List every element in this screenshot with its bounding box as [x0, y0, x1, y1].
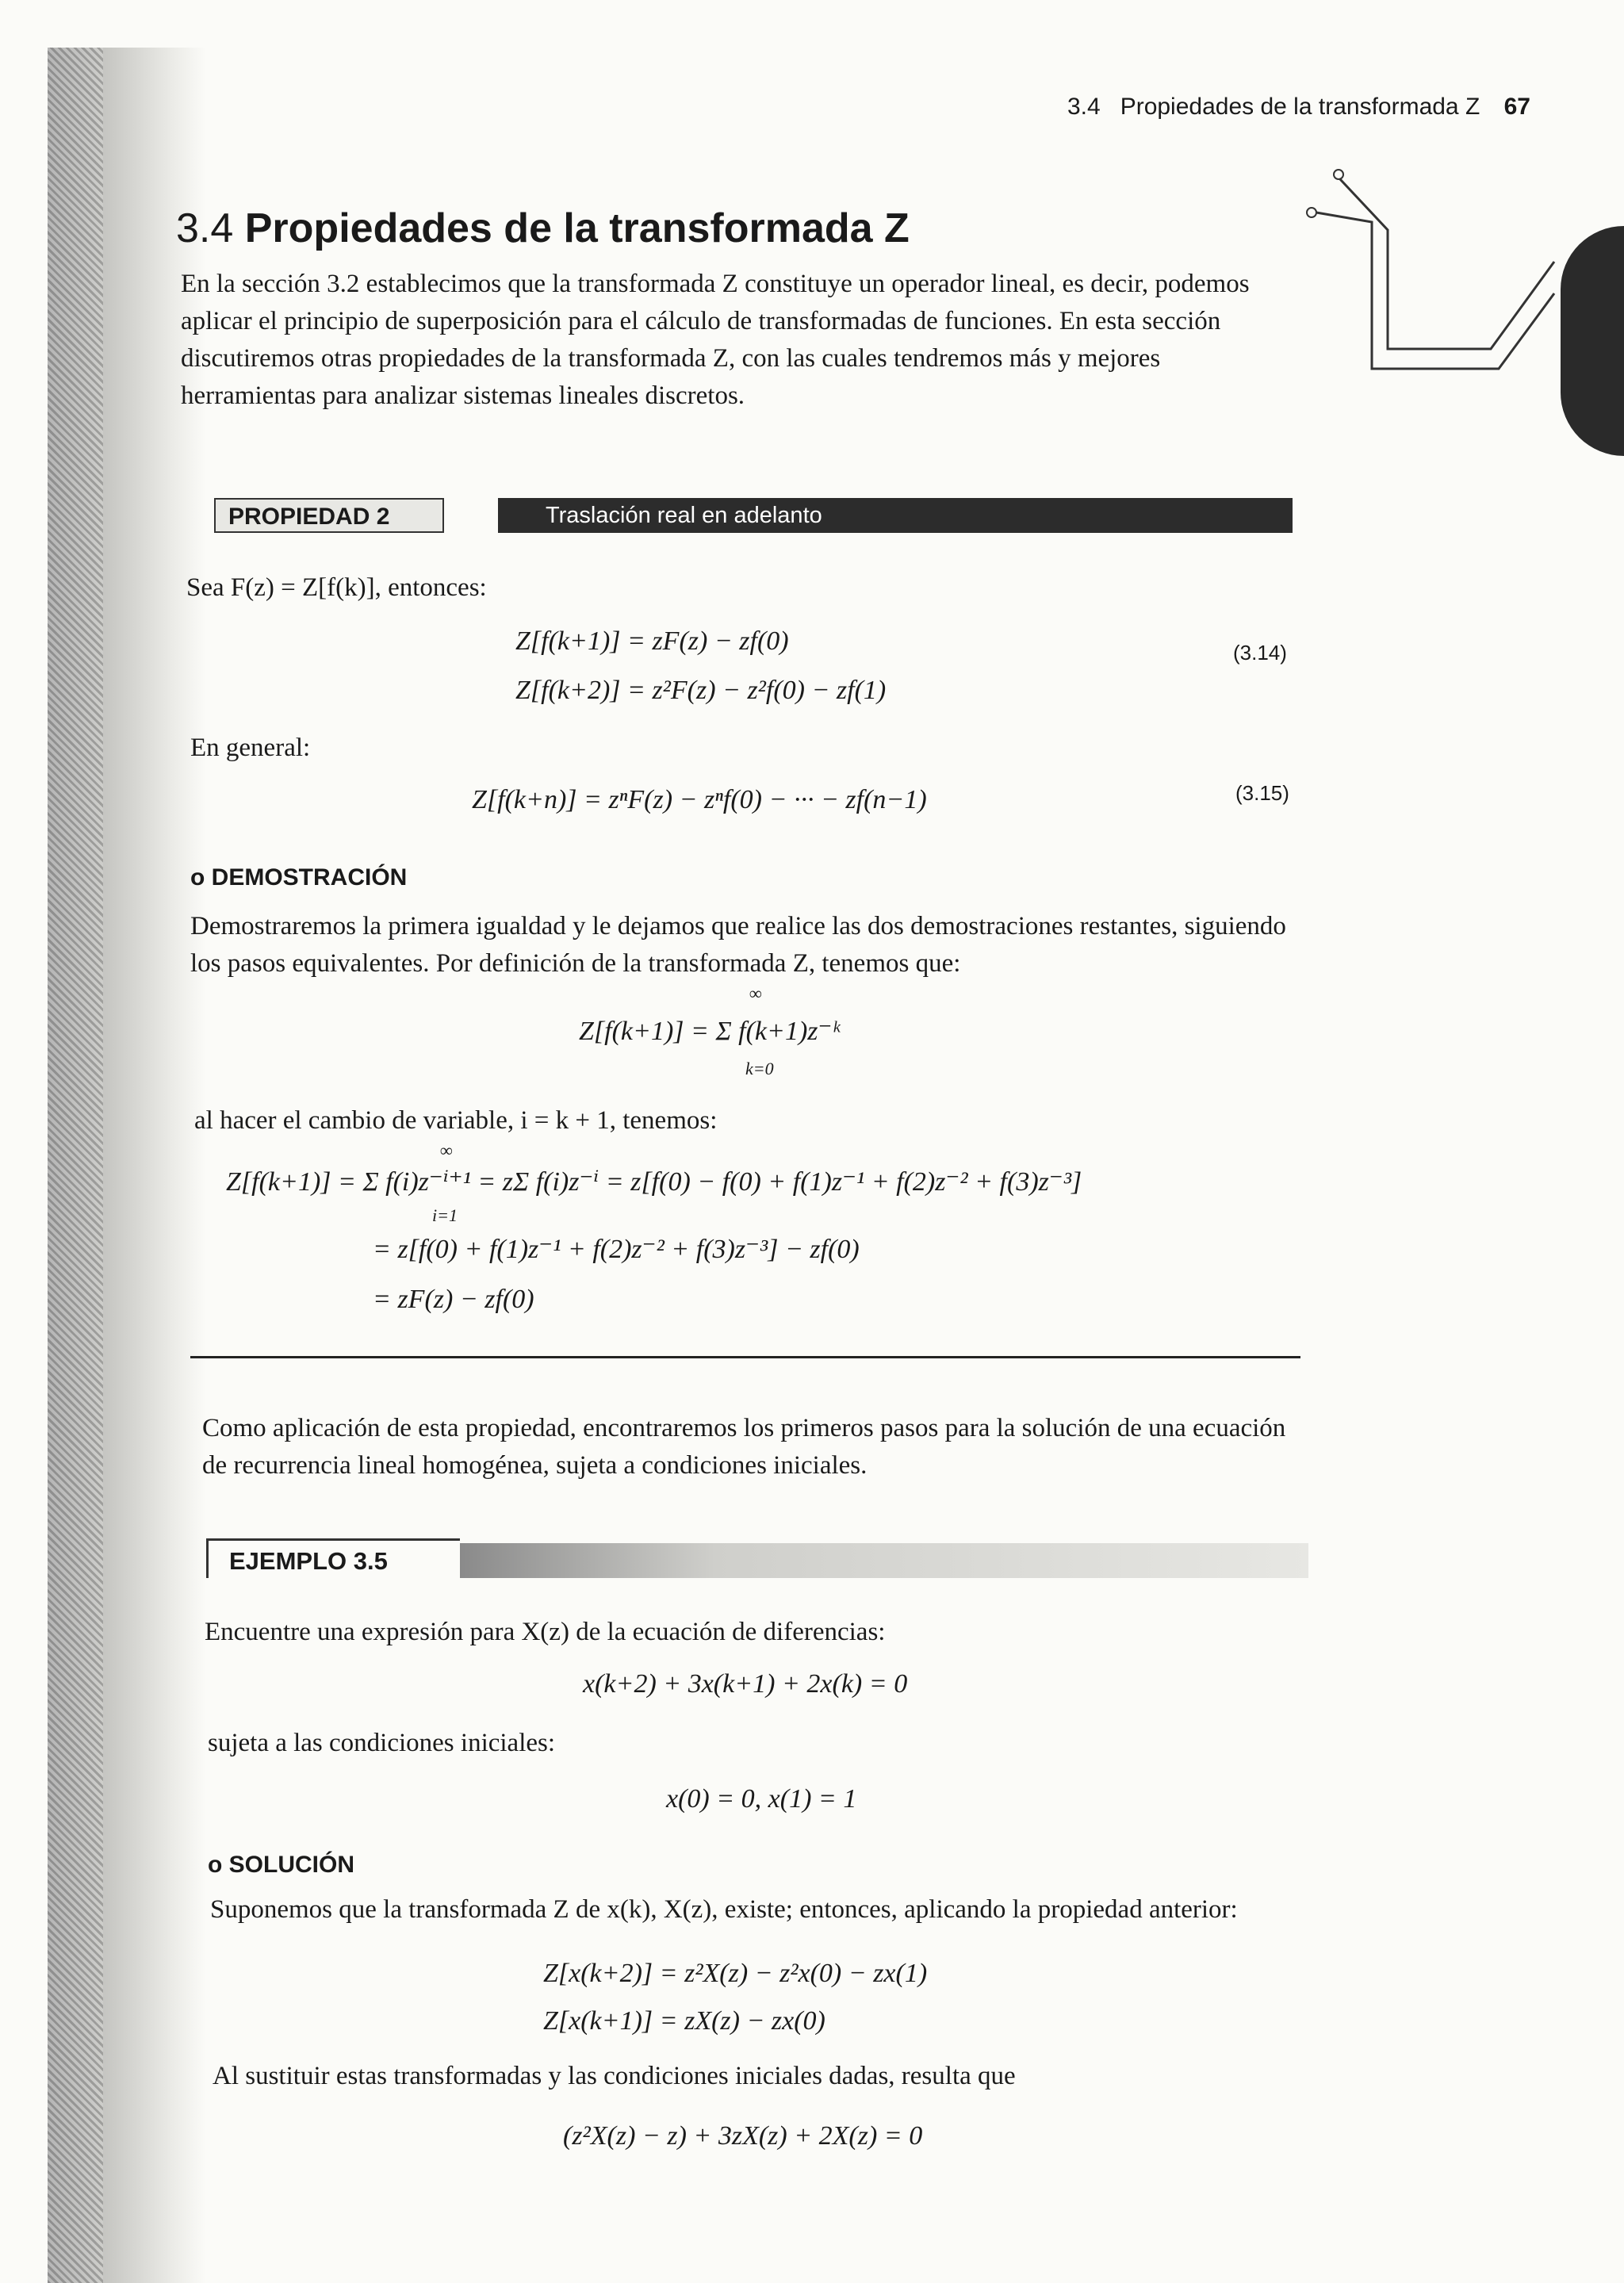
equation-3-15: Z[f(k+n)] = zⁿF(z) − zⁿf(0) − ··· − zf(n−1) [472, 785, 927, 814]
chapter-tab [1561, 226, 1624, 456]
proof-end-rule [190, 1356, 1300, 1358]
example-initial-conditions: x(0) = 0, x(1) = 1 [666, 1784, 857, 1814]
proof-line-3: = zF(z) − zf(0) [373, 1285, 534, 1314]
page-number: 67 [1503, 94, 1530, 120]
substitution-paragraph: Al sustituir estas transformadas y las condiciones iniciales dadas, resulta que [213, 2062, 1016, 2090]
solution-paragraph: Suponemos que la transformada Z de x(k), X(z), existe; entonces, aplicando la propiedad anterior: [210, 1895, 1238, 1924]
section-title-text: Propiedades de la transformada Z [244, 205, 910, 251]
proof-heading: o DEMOSTRACIÓN [190, 864, 408, 891]
equation-3-14a: Z[f(k+1)] = zF(z) − zf(0) [515, 626, 789, 656]
solution-equation-2: Z[x(k+1)] = zX(z) − zx(0) [543, 2006, 825, 2036]
proof-heading-text: DEMOSTRACIÓN [211, 864, 408, 891]
proof-change-of-variable: al hacer el cambio de variable, i = k + 1, tenemos: [194, 1106, 718, 1135]
circuit-decoration [1300, 159, 1562, 420]
running-head-section: 3.4 [1067, 94, 1101, 120]
example-conditions-text: sujeta a las condiciones iniciales: [208, 1729, 556, 1757]
proof-l1-limit-bottom: i=1 [432, 1205, 458, 1225]
solution-equation-1: Z[x(k+2)] = z²X(z) − z²x(0) − zx(1) [543, 1959, 928, 1988]
proof-def-limit-bottom: k=0 [745, 1059, 774, 1078]
property-general: En general: [190, 734, 311, 762]
property-sea: Sea F(z) = Z[f(k)], entonces: [186, 573, 487, 602]
equation-3-14b: Z[f(k+2)] = z²F(z) − z²f(0) − zf(1) [515, 676, 887, 705]
proof-def-limit-top: ∞ [749, 983, 762, 1003]
property-name: Traslación real en adelanto [498, 498, 1293, 533]
proof-line-2: = z[f(0) + f(1)z⁻¹ + f(2)z⁻² + f(3)z⁻³] − zf(0) [373, 1235, 860, 1264]
proof-definition-equation: Z[f(k+1)] = Σ f(k+1)z⁻ᵏ [579, 1017, 841, 1046]
proof-line-1: Z[f(k+1)] = Σ f(i)z⁻ⁱ⁺¹ = zΣ f(i)z⁻ⁱ = z[f(0) − f(0) + f(1)z⁻¹ + f(2)z⁻² + f(3)z⁻³] [226, 1167, 1082, 1197]
section-title [176, 205, 910, 252]
section-number: 3.4 [176, 205, 234, 251]
example-difference-equation: x(k+2) + 3x(k+1) + 2x(k) = 0 [583, 1669, 908, 1699]
equation-number-3-15: (3.15) [1235, 781, 1289, 805]
running-head-title: Propiedades de la transformada Z [1120, 94, 1480, 120]
equation-number-3-14: (3.14) [1233, 641, 1287, 665]
example-prompt: Encuentre una expresión para X(z) de la ecuación de diferencias: [205, 1618, 886, 1646]
application-paragraph: Como aplicación de esta propiedad, encontraremos los primeros pasos para la solución de una ecuación de recurrencia lineal homogénea, sujeta a condiciones iniciales. [202, 1414, 1286, 1480]
intro-paragraph: En la sección 3.2 establecimos que la transformada Z constituye un operador lineal, es decir, podemos aplicar el principio de superposición para el cálculo de transformadas de funciones. En esta sección discutiremos otras propiedades de la transformada Z, con las cuales tendremos más y mejores herramientas para analizar sistemas lineales discretos. [181, 270, 1250, 410]
example-banner [206, 1538, 1308, 1578]
running-head [1067, 94, 1530, 121]
solution-equation-3: (z²X(z) − z) + 3zX(z) + 2X(z) = 0 [563, 2121, 923, 2151]
proof-l1-limit-top: ∞ [440, 1140, 453, 1160]
example-banner-fill [460, 1543, 1308, 1578]
example-label: EJEMPLO 3.5 [206, 1538, 460, 1578]
proof-paragraph: Demostraremos la primera igualdad y le dejamos que realice las dos demostraciones restantes, siguiendo los pasos equivalentes. Por definición de la transformada Z, tenemos que: [190, 912, 1286, 978]
solution-heading-text: SOLUCIÓN [228, 1852, 355, 1878]
property-banner [181, 498, 1293, 533]
solution-heading: o SOLUCIÓN [208, 1852, 355, 1878]
property-label: PROPIEDAD 2 [214, 498, 444, 533]
